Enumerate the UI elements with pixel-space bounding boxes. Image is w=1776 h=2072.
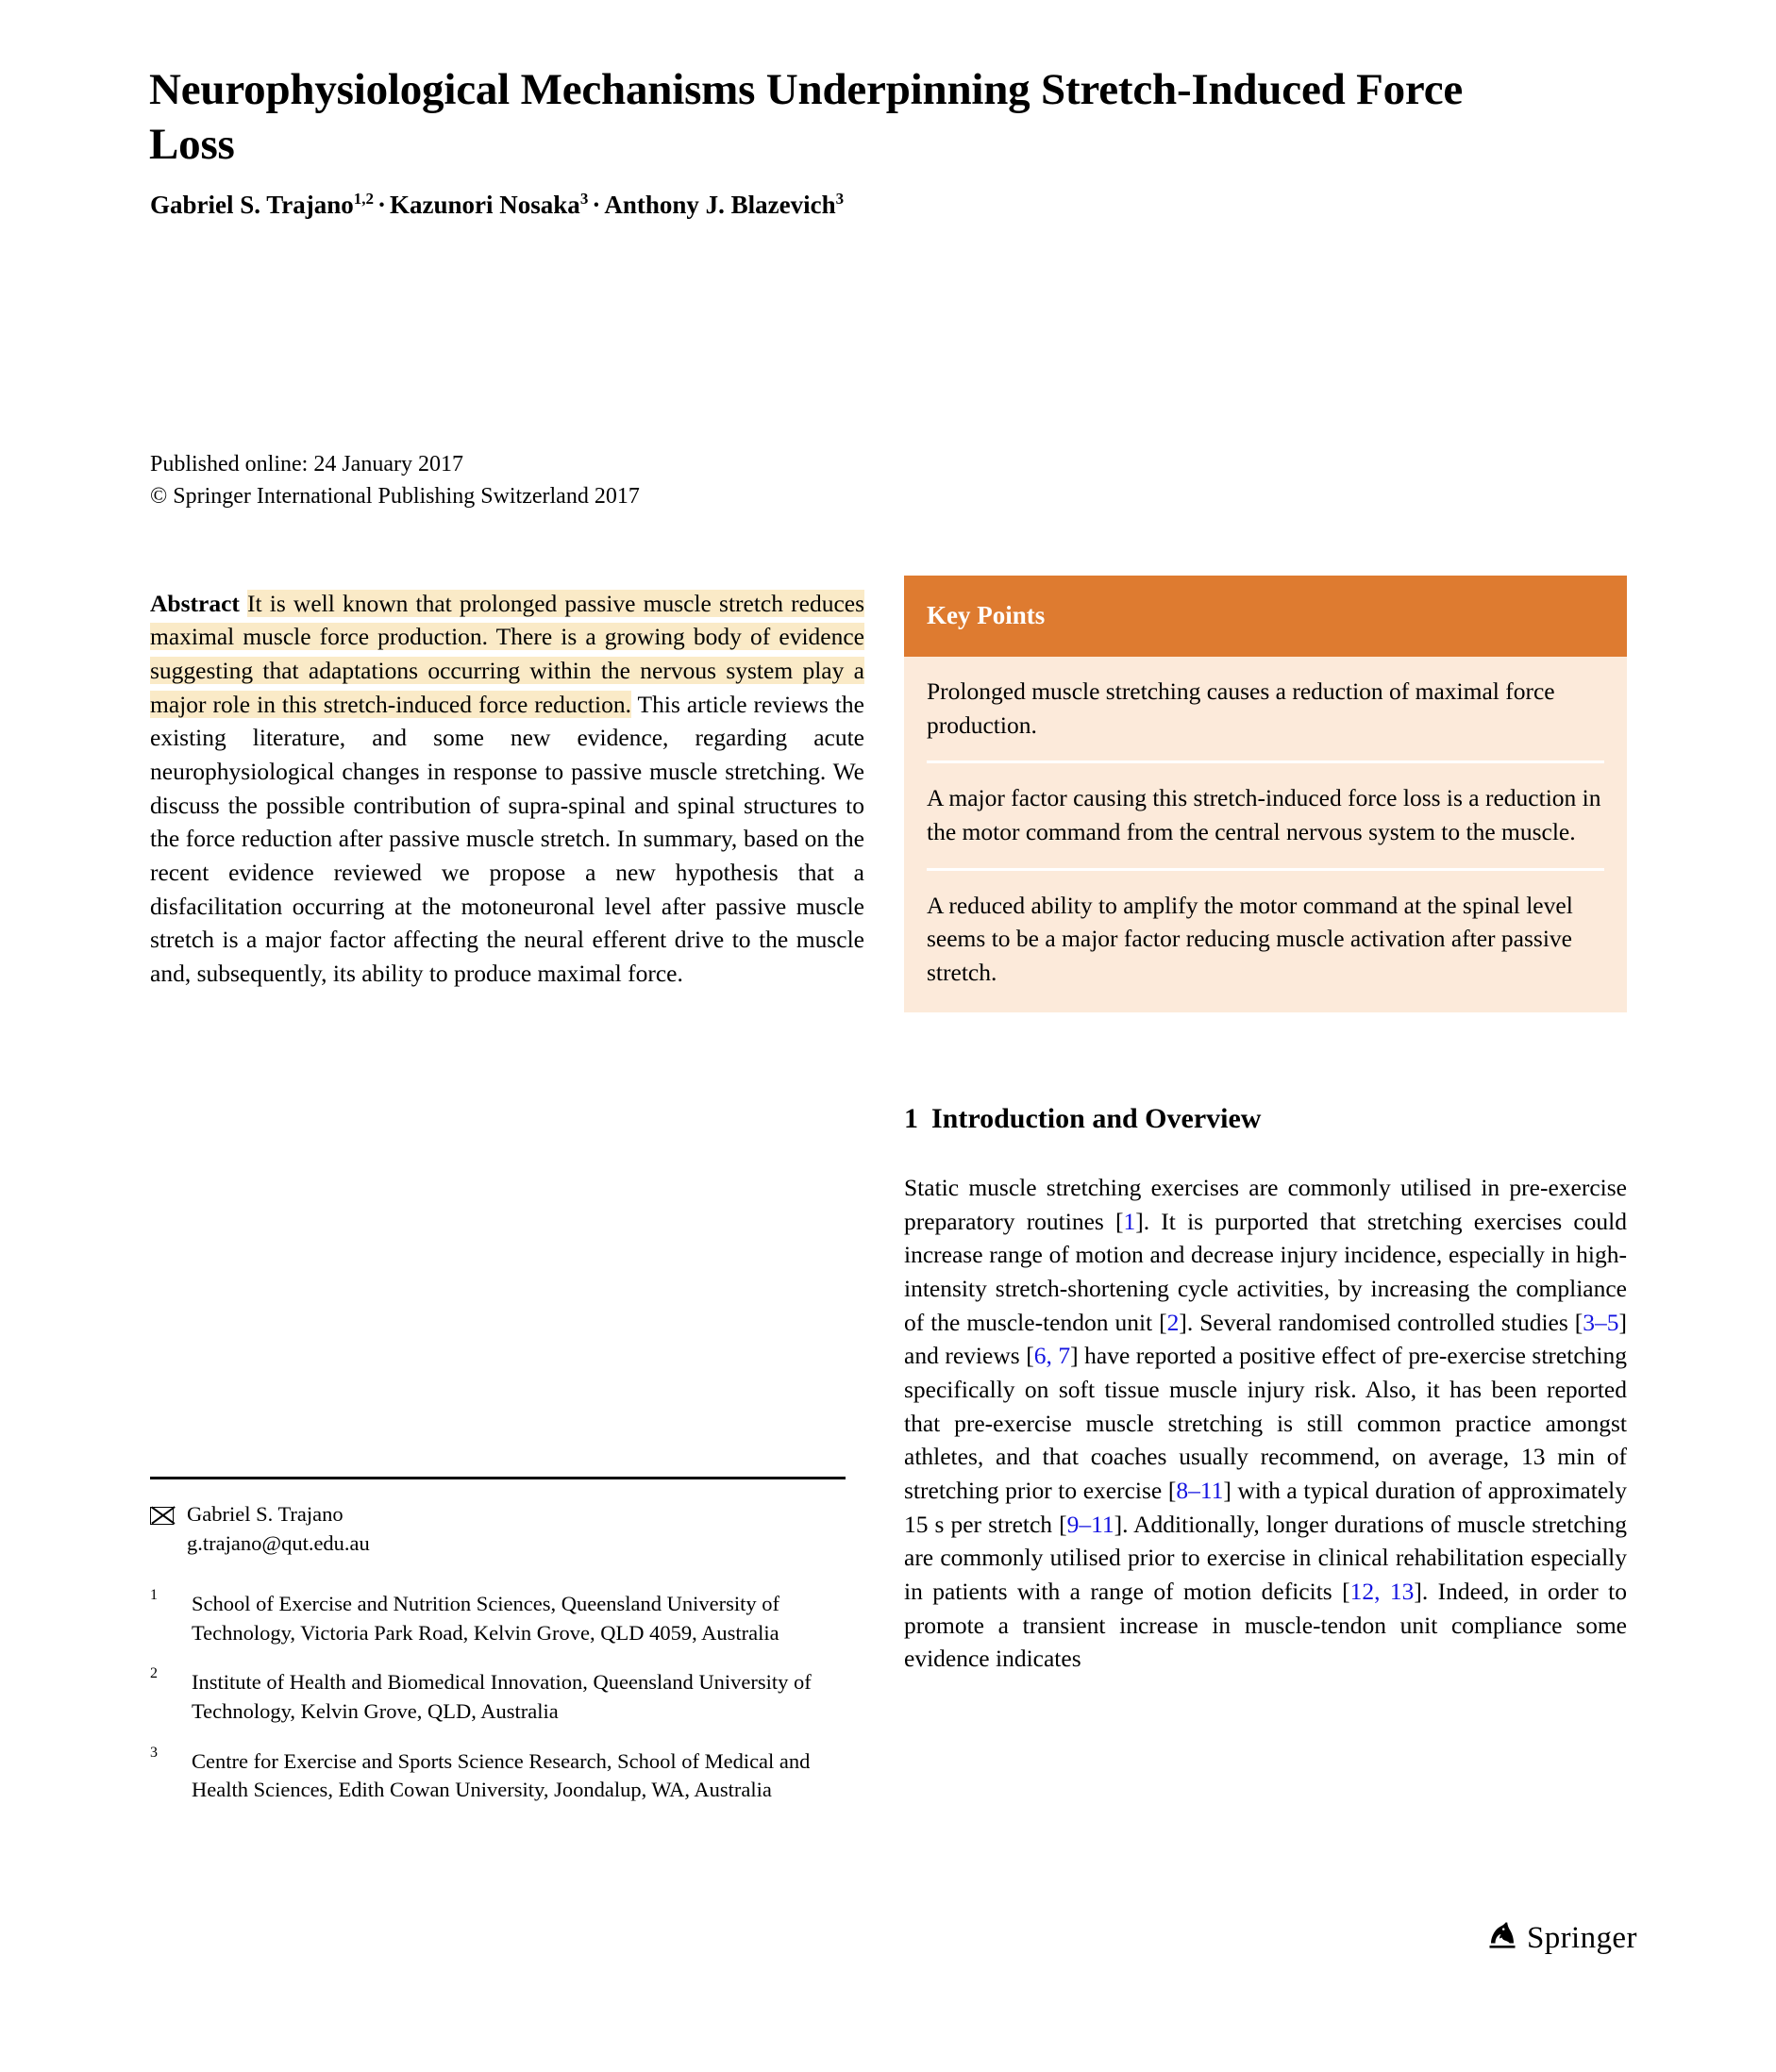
author-list [150,189,1518,222]
section-number: 1 [904,1102,918,1134]
author-separator-2: · [592,191,601,219]
corresponding-author-details [187,1500,370,1558]
citation-link[interactable]: 9–11 [1066,1510,1114,1538]
section-title: Introduction and Overview [931,1102,1262,1134]
envelope-icon [150,1507,174,1525]
corresponding-author-email[interactable]: g.trajano@qut.edu.au [187,1530,370,1555]
affiliation-text: Institute of Health and Biomedical Innovation, Queensland University of Technology, Kelvin Grove, QLD, Australia [192,1670,812,1723]
affiliation-text: School of Exercise and Nutrition Sciences, Queensland University of Technology, Victoria Park Road, Kelvin Grove, QLD 4059, Australia [192,1592,779,1645]
published-online-line: Published online: 24 January 2017 [150,452,463,476]
author-name-3: Anthony J. Blazevich [604,191,836,219]
author-name-2: Kazunori Nosaka [390,191,580,219]
footnote-divider [150,1477,846,1479]
springer-logo [1486,1920,1637,1956]
key-point-item: A reduced ability to amplify the motor command at the spinal level seems to be a major factor reducing muscle activation after passive stretch. [927,891,1573,987]
key-points-body [904,657,1627,1012]
abstract-paragraph [150,587,864,991]
author-affiliation-marker-3: 3 [835,190,845,208]
affiliation-item [150,1744,864,1805]
key-points-header: Key Points [904,576,1627,657]
citation-link[interactable]: 3–5 [1583,1308,1619,1336]
left-column [150,562,864,1014]
citation-link[interactable]: 6, 7 [1033,1342,1071,1370]
springer-wordmark: Springer [1527,1920,1637,1955]
affiliation-item [150,1587,864,1647]
citation-link[interactable]: 12, 13 [1349,1578,1415,1606]
copyright-line: © Springer International Publishing Switzerland 2017 [150,484,640,510]
author-name-1: Gabriel S. Trajano [150,191,354,219]
author-affiliation-marker-1: 1,2 [353,190,375,208]
section-heading-introduction [904,1103,1627,1135]
affiliation-text: Centre for Exercise and Sports Science Research, School of Medical and Health Sciences, Edith Cowan University, Joondalup, WA, Australia [192,1748,811,1802]
page-title: Neurophysiological Mechanisms Underpinning Stretch-Induced Force Loss [149,65,1464,169]
introduction-paragraph: Static muscle stretching exercises are commonly utilised in pre-exercise preparatory routines [1]. It is purported that stretching exercises could increase range of motion and decrease injury incidence, especially in high-intensity stretch-shortening cycle activities, by increasing the compliance of the muscle-tendon unit [2]. Several randomised controlled studies [3–5] and reviews [6, 7] have reported a positive effect of pre-exercise stretching specifically on soft tissue muscle injury risk. Also, it has been reported that pre-exercise muscle stretching is still common practice amongst athletes, and that coaches usually recommend, on average, 13 min of stretching prior to exercise [8–11] with a typical duration of approximately 15 s per stretch [9–11]. Additionally, longer durations of muscle stretching are commonly utilised prior to exercise in clinical rehabilitation especially in patients with a range of motion deficits [12, 13]. Indeed, in order to promote a transient increase in muscle-tendon unit compliance some evidence indicates [904,1173,1628,1673]
publication-info [150,448,999,512]
abstract-rest-text: This article reviews the existing literature, and some new evidence, regarding acute neurophysiological changes in response to passive muscle stretching. We discuss the possible contribution of supra-spinal and spinal structures to the force reduction after passive muscle stretch. In summary, based on the recent evidence reviewed we propose a new hypothesis that a disfacilitation occurring at the motoneuronal level after passive muscle stretch is a major factor affecting the neural efferent drive to the muscle and, subsequently, its ability to produce maximal force. [150,690,864,988]
abstract-label: Abstract [150,589,240,617]
key-points-box [904,576,1627,1012]
affiliation-number: 2 [150,1665,158,1682]
affiliation-number: 3 [150,1744,158,1761]
citation-link[interactable]: 8–11 [1176,1477,1224,1504]
author-affiliation-marker-2: 3 [579,190,589,208]
corresponding-author-name: Gabriel S. Trajano [187,1502,343,1526]
key-point-item: Prolonged muscle stretching causes a reduction of maximal force production. [927,657,1604,763]
citation-link[interactable]: 2 [1166,1308,1180,1336]
abstract-highlighted-text: It is well known that prolonged passive muscle stretch reduces maximal muscle force production. There is a growing body of evidence suggesting that adaptations occurring within the nervous system play a major role in this stretch-induced force reduction. [150,589,864,718]
citation-link[interactable]: 1 [1123,1207,1136,1235]
affiliation-number: 1 [150,1587,158,1604]
key-point-item: A major factor causing this stretch-induced force loss is a reduction in the motor command from the central nervous system to the muscle. [927,763,1604,870]
author-separator-1: · [377,191,387,219]
affiliation-item [150,1665,864,1726]
corresponding-author [150,1500,864,1558]
right-column [904,576,1627,1700]
footnote-block [150,1477,864,1826]
springer-knight-icon [1486,1920,1518,1956]
